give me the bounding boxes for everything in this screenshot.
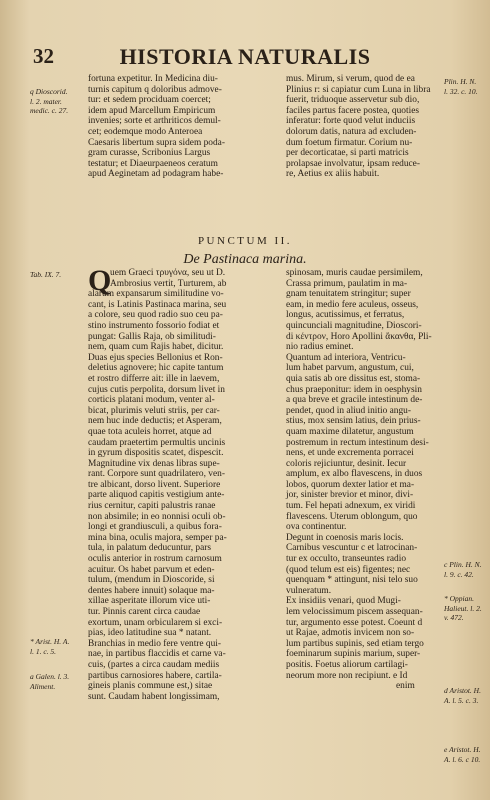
margin-note-oppian xyxy=(444,594,482,623)
text-line: Quantum ad interiora, Ventricu- xyxy=(286,352,406,363)
margin-note-line: Plin. H. N. xyxy=(444,77,477,86)
margin-note-line: * Arist. H. A. xyxy=(30,637,70,646)
text-line: fortuna expetitur. In Medicina diu- xyxy=(88,74,218,84)
text-line: longi et grandiusculi, a quibus fora- xyxy=(88,522,222,533)
text-line: faciles partus facere postea, quoties xyxy=(286,105,420,116)
section-title: De Pastinaca marina. xyxy=(183,252,307,267)
text-line: gnam tenuitatem stringitur; super xyxy=(286,289,411,300)
text-line: eam, in medio fere aculeus, osseus, xyxy=(286,299,419,310)
margin-note-line: l. 9. c. 42. xyxy=(444,569,474,579)
text-line: testatur; et Diaeurpaeneos ceratum xyxy=(88,158,218,169)
text-line: nens, et unde excrementa porracei xyxy=(286,448,414,459)
running-title: HISTORIA NATURALIS xyxy=(119,44,371,69)
margin-note-line: v. 472. xyxy=(444,613,464,622)
text-line: pungat: Gallis Raja, ob similitudi- xyxy=(88,331,216,342)
text-line: positis. Foetus aliorum cartilagi- xyxy=(286,659,408,670)
text-line: flavescens. Uterum oblongum, quo xyxy=(286,511,418,522)
text-line: vulneratum. xyxy=(286,585,332,596)
text-line: dolorum datis, natura ad excluden- xyxy=(286,126,417,137)
margin-note-line: a Galen. l. 3. xyxy=(30,672,70,681)
text-line: non absimile; in eo nonnisi oculi ob- xyxy=(88,511,226,522)
text-line: Branchias in medio fere ventre qui- xyxy=(88,638,222,649)
text-line: cant, is Latinis Pastinaca marina, seu xyxy=(88,299,227,310)
text-line: (quod telum est eis) figentes; nec xyxy=(286,564,411,575)
text-line: Ex insidiis venari, quod Mugi- xyxy=(286,596,401,607)
margin-note-line: medic. c. 27. xyxy=(30,106,69,115)
margin-note-line: d Aristot. H. xyxy=(444,686,481,695)
text-line: uem Graeci τρυγόνα, seu ut D. xyxy=(110,268,226,278)
main-left-column xyxy=(88,264,278,702)
text-line: di κέντρον, Horo Apollini ἄκανθα, Pli- xyxy=(286,331,432,342)
margin-note-top-left xyxy=(30,78,68,116)
margin-note-line: l. 2. mater. xyxy=(30,96,62,106)
text-line: foeminarum supinis marium, super- xyxy=(286,649,421,660)
margin-note-line: l. 1. c. 5. xyxy=(30,646,57,656)
text-line: idem apud Marcellum Empiricum xyxy=(88,105,216,116)
text-line: mina bina, oculis majora, semper pa- xyxy=(88,532,227,543)
text-line: Duas ejus species Bellonius et Ron- xyxy=(88,352,223,363)
text-line: nem huc inde deductis; et Asperam, xyxy=(88,416,222,427)
text-line: tulum, (mendum in Dioscoride, si xyxy=(88,575,215,586)
text-line: ut Rajae, admotis invicem non so- xyxy=(286,628,415,639)
text-line: quam maxime dilatetur, angustum xyxy=(286,426,414,437)
text-line: fuerit, triduoque asservetur sub dio, xyxy=(286,95,420,106)
text-line: lem velocissimum piscem assequan- xyxy=(286,607,423,617)
text-line: re, Aetius ex aliis habuit. xyxy=(286,169,380,180)
text-line: xillae asperitate illorum vice uti- xyxy=(88,596,211,607)
text-line: pias, ideo latitudine sua * natant. xyxy=(88,628,212,639)
margin-note-line: * Oppian. xyxy=(444,594,474,603)
top-right-column xyxy=(286,74,438,180)
text-line: a colore, seu quod radio suo ceu pa- xyxy=(88,310,223,321)
text-line: tur. Pinnis carent circa caudae xyxy=(88,607,201,617)
margin-note-line: A. l. 6. c 10. xyxy=(444,754,481,764)
margin-note-line: q Dioscorid. xyxy=(30,87,68,96)
text-line: ova continentur. xyxy=(286,522,347,533)
text-line: turnis capitum q doloribus admove- xyxy=(88,84,222,95)
catchword: enim xyxy=(396,681,415,692)
text-line: neorum more non recipiunt. e Id xyxy=(286,670,408,681)
text-line: exortum, unam orbicularem si exci- xyxy=(88,617,223,628)
section-number: PUNCTUM II. xyxy=(197,235,293,247)
text-line: Ambrosius vertit, Turturem, ab xyxy=(110,278,227,289)
text-line: apud Aeginetam ad podagram habe- xyxy=(88,169,224,180)
margin-note-line: Halieut. l. 2. xyxy=(444,603,482,613)
text-line: spinosam, muris caudae persimilem, xyxy=(286,268,423,278)
text-line: nae, in partibus flaccidis et carne va- xyxy=(88,649,226,660)
text-line: a qua breve et gracile intestinum de- xyxy=(286,395,423,406)
main-right-column xyxy=(286,268,438,692)
text-line: lobos, quorum dexter latior et ma- xyxy=(286,479,415,490)
text-line: longus, acutissimus, et ferratus, xyxy=(286,310,405,321)
text-line: chus praeponitur: idem in oesphysin xyxy=(286,384,422,395)
margin-note-aristotle-d xyxy=(444,686,481,705)
text-line: Crassa primum, paulatim in ma- xyxy=(286,278,408,289)
margin-note-galen xyxy=(30,672,69,691)
margin-note-line: l. 32. c. 10. xyxy=(444,86,478,96)
text-line: lum habet parvum, angustum, cui, xyxy=(286,363,414,374)
text-line: quenquam * attingunt, nisi telo suo xyxy=(286,575,418,586)
text-line: quia satis ab ore dissitus est, stoma- xyxy=(286,373,421,384)
text-line: tur ex occulto, transeuntes radio xyxy=(286,554,407,565)
page-header xyxy=(0,44,490,74)
text-line: sunt. Caudam habent longissimam, xyxy=(88,691,220,702)
text-line: lum partibus supinis, sed etiam tergo xyxy=(286,638,424,649)
text-line: rant. Corpore sunt quadrilatero, ven- xyxy=(88,469,225,480)
text-line: mus. Mirum, si verum, quod de ea xyxy=(286,74,415,84)
text-line: amplum, ex albo flavescens, in duos xyxy=(286,469,423,480)
text-line: nem, quam cum Rajis habet, dicitur. xyxy=(88,342,224,353)
text-line: stino instrumento fossorio fodiat et xyxy=(88,320,220,331)
text-line: cuis, (partes a circa caudam mediis xyxy=(88,659,220,670)
text-line: tur, argumento esse potest. Coeunt d xyxy=(286,617,423,628)
text-line: in gyrum dispositis scatet, dispescit. xyxy=(88,448,224,459)
margin-note-line: A. l. 5. c. 3. xyxy=(444,695,479,705)
text-line: inferatur: forte quod velut induciis xyxy=(286,116,416,127)
text-line: deletius agnovere; hic capite tantum xyxy=(88,363,224,374)
text-line: cujus cutis perpolita, dorsum livet in xyxy=(88,384,225,395)
text-line: tum. Fel hepati adnexum, ex viridi xyxy=(286,501,416,512)
text-line: Magnitudine vix denas libras supe- xyxy=(88,458,220,469)
margin-note-pliny xyxy=(444,560,482,579)
text-line: corticis platani modum, venter al- xyxy=(88,395,215,406)
page-number: 32 xyxy=(33,44,54,68)
text-line: Plinius r: si capiatur cum Luna in libra xyxy=(286,84,431,95)
text-line: pendet, quod in aliud initio angu- xyxy=(286,405,411,416)
text-line: nio radius eminet. xyxy=(286,342,354,353)
text-line: Carnibus vescuntur c et latrocinan- xyxy=(286,543,418,554)
margin-note-table-ref xyxy=(30,270,61,280)
text-line: caudam praetertim permultis uncinis xyxy=(88,437,226,448)
text-line: quincunciali magnitudine, Dioscori- xyxy=(286,320,422,331)
text-line: Caesaris libertum supra sidem poda- xyxy=(88,137,225,148)
text-line: tur: et sedem prociduam coercet; xyxy=(88,95,211,106)
text-line: quae tota aculeis horret, atque ad xyxy=(88,426,212,437)
text-line: coloris rejiciuntur, desinit. Iecur xyxy=(286,458,407,469)
text-line: gineis planis commune est,) sitae xyxy=(88,681,213,692)
text-line: Degunt in coenosis maris locis. xyxy=(286,532,404,543)
text-line: dentes habere innuit) solaque ma- xyxy=(88,585,215,596)
text-line: rius cernitur, capiti palustris ranae xyxy=(88,501,216,512)
margin-note-top-right xyxy=(444,77,478,96)
margin-note-line: e Aristot. H. xyxy=(444,745,481,754)
text-line: invenies; sorte et arthriticos demul- xyxy=(88,116,221,127)
text-line: bicat, plurimis veluti striis, per car- xyxy=(88,405,220,416)
text-line: oculis anterior in rostrum carnosum xyxy=(88,554,222,565)
text-line: tre albicant, dorso livent. Superiore xyxy=(88,479,221,490)
text-line: tula, in palatum deducuntur, pars xyxy=(88,543,212,554)
text-line: per decorticatae, si parti matricis xyxy=(286,148,409,159)
margin-note-aristotle xyxy=(30,637,69,656)
text-line: partibus carnosiores habere, cartila- xyxy=(88,670,222,681)
text-line: alarum expansarum similitudine vo- xyxy=(88,289,224,300)
text-line: jor, sinister brevior et minor, divi- xyxy=(286,490,414,501)
text-line: acuitur. Os habet parvum et eden- xyxy=(88,564,215,575)
drop-cap: Q xyxy=(88,264,112,297)
text-line: postremum in rectum intestinum desi- xyxy=(286,437,429,448)
text-line: dum foetum firmatur. Corium nu- xyxy=(286,137,413,148)
text-line: stius, mox sensim latius, dein prius- xyxy=(286,416,421,427)
margin-note-line: Aliment. xyxy=(30,681,56,691)
text-line: prolapsae involvatur, ipsam reduce- xyxy=(286,158,420,169)
text-line: gram curasse, Scribonius Largus xyxy=(88,148,211,159)
margin-note-line: c Plin. H. N. xyxy=(444,560,482,569)
margin-note-line: Tab. IX. 7. xyxy=(30,270,62,279)
margin-note-aristotle-e xyxy=(444,745,481,764)
text-line: cet; eodemque modo Anteroea xyxy=(88,126,203,137)
top-left-column xyxy=(88,74,280,180)
text-line: et rostro differre ait: ille in laevem, xyxy=(88,373,220,384)
text-line: parte aliquod capitis vestigium ante- xyxy=(88,490,225,501)
